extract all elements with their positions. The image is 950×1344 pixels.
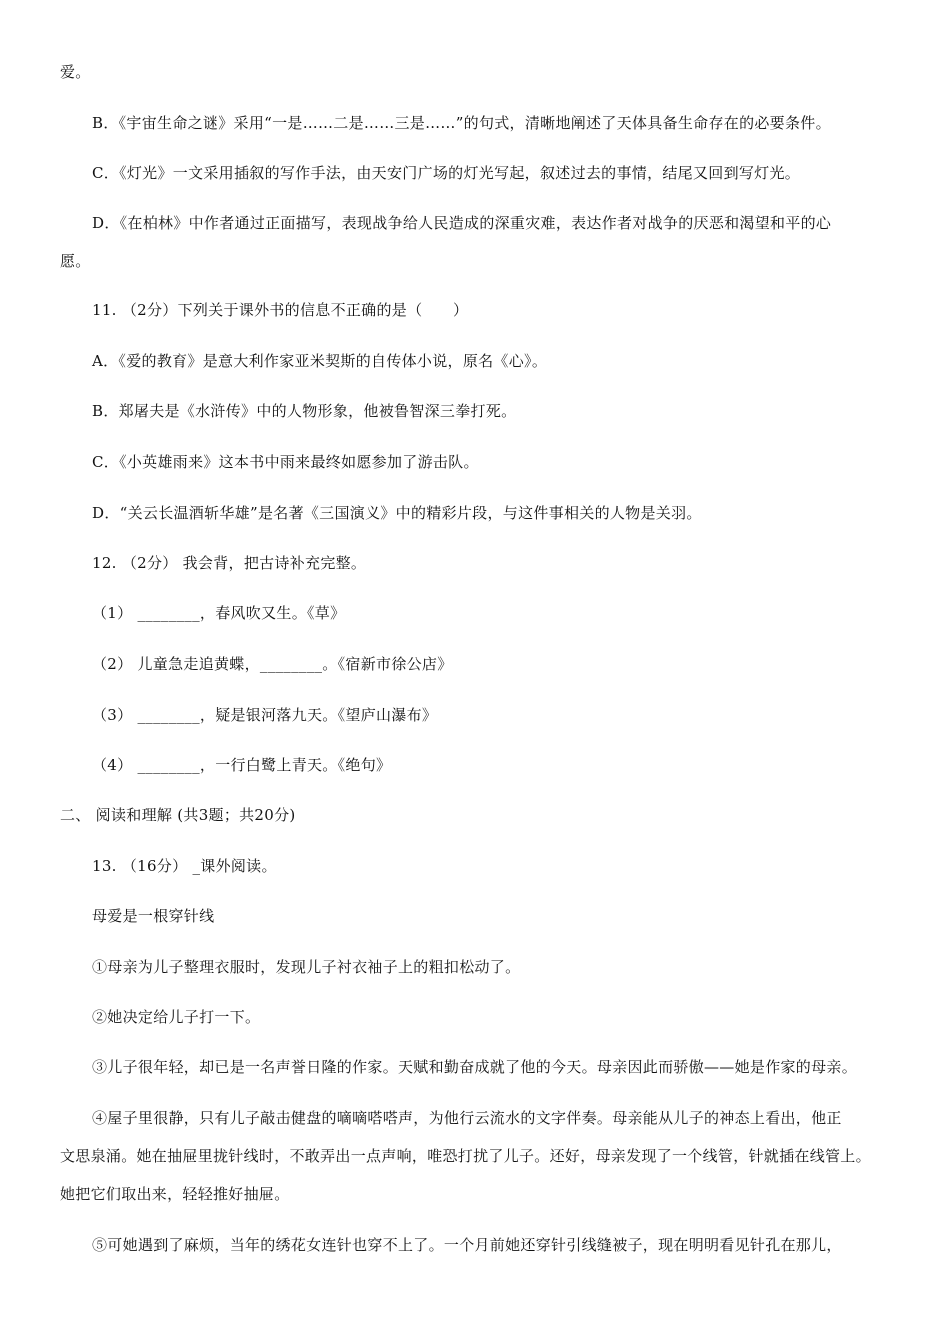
question-13-heading: 13. （16分） _课外阅读。 (92, 857, 277, 875)
passage-paragraph-4-cont: 文思泉涌。她在抽屉里拢针线时，不敢弄出一点声响，唯恐打扰了儿子。还好，母亲发现了一个线管，针就插在线管上。 (60, 1147, 871, 1165)
poem-item-3: （3） ________，疑是银河落九天。《望庐山瀑布》 (92, 706, 438, 724)
option-c-line: C．《小英雄雨来》这本书中雨来最终如愿参加了游击队。 (92, 453, 479, 471)
option-d-line: D．“关云长温酒斩华雄”是名著《三国演义》中的精彩片段，与这件事相关的人物是关羽。 (92, 504, 702, 522)
option-a-line: A．《爱的教育》是意大利作家亚米契斯的自传体小说，原名《心》。 (92, 352, 548, 370)
poem-item-2: （2） 儿童急走追黄蝶，________。《宿新市徐公店》 (92, 655, 453, 673)
passage-paragraph-1: ①母亲为儿子整理衣服时，发现儿子衬衣袖子上的粗扣松动了。 (92, 958, 521, 976)
question-11-heading: 11. （2分）下列关于课外书的信息不正确的是（ ） (92, 301, 469, 319)
option-d-line: D．《在柏林》中作者通过正面描写，表现战争给人民造成的深重灾难，表达作者对战争的厌恶和渴望和平的心 (92, 214, 832, 232)
poem-item-4: （4） ________，一行白鹭上青天。《绝句》 (92, 756, 392, 774)
option-b-line: B．郑屠夫是《水浒传》中的人物形象，他被鲁智深三拳打死。 (92, 402, 517, 420)
question-12-heading: 12. （2分） 我会背，把古诗补充完整。 (92, 554, 367, 572)
passage-paragraph-3: ③儿子很年轻，却已是一名声誉日隆的作家。天赋和勤奋成就了他的今天。母亲因此而骄傲——她是作家的母亲。 (92, 1058, 858, 1076)
option-b-line: B．《宇宙生命之谜》采用“一是……二是……三是……”的句式，清晰地阐述了天体具备生命存在的必要条件。 (92, 114, 831, 132)
text-line: 爱。 (60, 63, 91, 81)
passage-paragraph-4-cont: 她把它们取出来，轻轻推好抽屉。 (60, 1185, 290, 1203)
passage-paragraph-5: ⑤可她遇到了麻烦，当年的绣花女连针也穿不上了。一个月前她还穿针引线缝被子，现在明明看见针孔在那儿， (92, 1236, 842, 1254)
text-line: 愿。 (60, 252, 91, 270)
passage-paragraph-2: ②她决定给儿子打一下。 (92, 1008, 261, 1026)
passage-title: 母爱是一根穿针线 (92, 907, 215, 925)
passage-paragraph-4: ④屋子里很静，只有儿子敲击健盘的嘀嘀嗒嗒声，为他行云流水的文字伴奏。母亲能从儿子的神态上看出，他正 (92, 1109, 842, 1127)
section-heading: 二、 阅读和理解 (共3题；共20分) (60, 806, 296, 824)
poem-item-1: （1） ________，春风吹又生。《草》 (92, 604, 346, 622)
option-c-line: C．《灯光》一文采用插叙的写作手法，由天安门广场的灯光写起，叙述过去的事情，结尾又回到写灯光。 (92, 164, 801, 182)
